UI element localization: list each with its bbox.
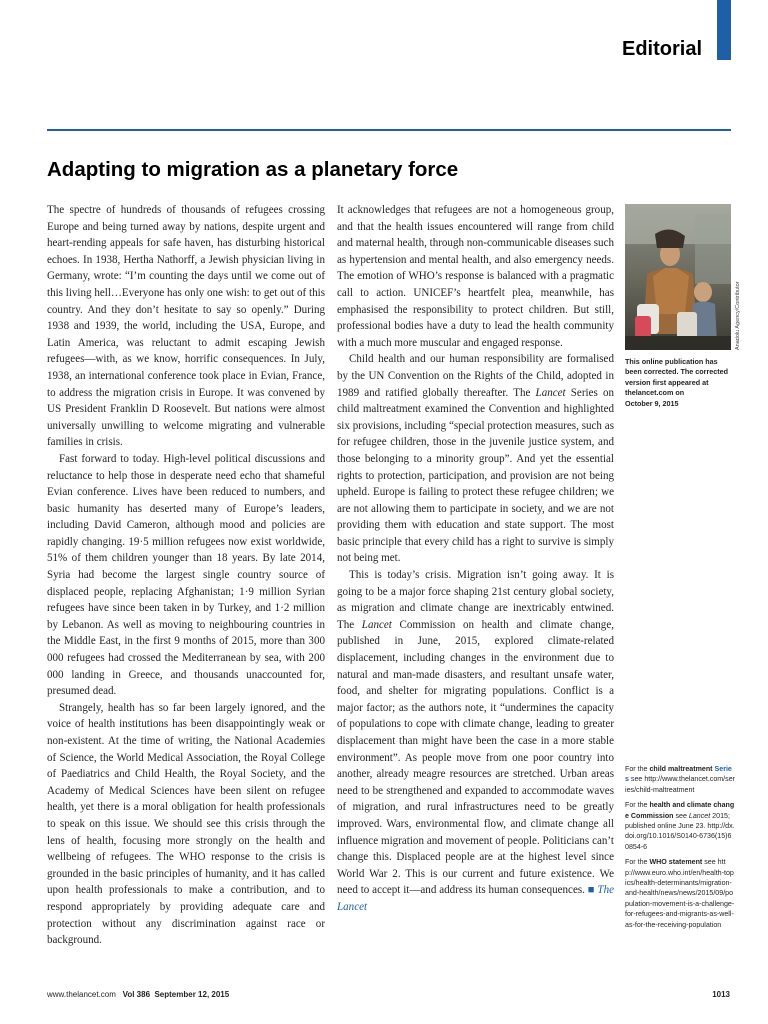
footer-citation: www.thelancet.com Vol 386 September 12, 2015 xyxy=(47,990,230,999)
section-label: Editorial xyxy=(621,38,702,60)
photo-illustration xyxy=(625,204,731,350)
sidenotes xyxy=(625,764,735,935)
sidenote-link[interactable]: Series xyxy=(625,765,732,784)
photo-credit: Anadolu Agency/Contributor xyxy=(735,281,741,350)
paragraph: It acknowledges that refugees are not a homogeneous group, and that the health issues encountered will range from child and maternal health, through non-communicable diseases such as hypertension and mental health, and also emergency needs. The emotion of WHO’s response is balanced with a pragmatic call to action. UNICEF’s heartfelt plea, meanwhile, has emphasised the responsibility to protect children. But still, professional bodies have a duty to lead the health community with a much more muscular and engaged response. xyxy=(337,204,615,349)
article-title: Adapting to migration as a planetary force xyxy=(47,158,459,181)
page-number: 1013 xyxy=(712,990,730,999)
paragraph: Fast forward to today. High-level political discussions and reluctance to help those in desperate need echo that shameful Evian conference. Lives have been reduced to numbers, and basic humanity has deserted many of Europe’s leaders, including David Cameron, although mood and policies are rapidly changing. 19·5 million refugees now exist worldwide, 51% of them children younger than 18 years. By late 2014, Syria had become the largest single country source of displaced people, replacing Afghanistan; 1·9 million Syrian refugees have since been taken in by Turkey, and 1·2 million by Lebanon. As well as moving to neighbouring countries in the Middle East, in the first 9 months of 2015, more than 300 000 refugees had crossed the Mediterranean by sea, with 200 000 landing in Greece, and thousands unaccounted for, presumed dead. xyxy=(47,452,325,698)
signoff-square-icon: ■ xyxy=(587,884,595,897)
sidenote-child-maltreatment: For the child maltreatment Series see http://www.thelancet.com/series/child-maltreatment xyxy=(625,765,736,794)
paragraph: This is today’s crisis. Migration isn’t going away. It is going to be a major force shaping 21st century global society, as migration and climate change are inextricably entwined. The Lancet Commission on health and climate change, published in June, 2015, explored climate-related displacement, including changes in the environment due to natural and man-made disasters, and resultant unsafe water, food, and shelter for migrating populations. Conflict is a major factor; as the authors note, it “undermines the capacity of populations to cope with climate change, leading to greater displacement than might have been the case in a more stable environment”. As people move from one poor country into another, already meagre resources are stretched. Urban areas need to be strengthened and expanded to accommodate waves of migration, and rural infrastructures need to be greatly improved. Wars, environmental flow, and climate change all influence migration and movement of people. Politicians can’t change this. Displaced people are at the highest level since World War 2. This is our current and future existence. We need to accept it—and address its human consequences. ■ The Lancet xyxy=(337,569,614,913)
paragraph: Child health and our human responsibility are formalised by the UN Convention on the Rights of the Child, adopted in 1989 and ratified globally thereafter. The Lancet Series on child maltreatment examined the Convention and highlighted six provisions, including “special protection measures, such as for refugee children, those in the juvenile justice system, and those belonging to a minority group”. And yet the essential rights to protection, participation, and provision are not being upheld. Europe is failing to protect these refugee children; we are not allowing them to participate in society, and we are not providing them with education and state support. The most basic principle that every child has a right to survive is simply not being met. xyxy=(337,353,614,565)
header-rule xyxy=(47,129,731,131)
section-tab-bar xyxy=(717,0,731,60)
signoff: The Lancet xyxy=(337,884,614,913)
article-column-2 xyxy=(337,202,614,916)
paragraph: The spectre of hundreds of thousands of refugees crossing Europe and being turned away by nations, despite urgent and heart-rending appeals for safe haven, has disturbing historical echoes. In 1938, Hertha Nathorff, a Jewish physician living in Germany, wrote: “I’m counting the days until we come out of this living hell…Everyone has only one wish: to get out of this country. And they don’t hesitate to say so openly.” During 1938 and 1939, the world, including the USA, Europe, and Latin America, was reluctant to admit escaping Jewish refugees—with, as we know, horrific consequences. In July, 1938, an international conference took place in Evian, France, to address the migration crisis in Europe. It was convened by US President Franklin D Roosevelt. But nations were almost universally unwilling to welcome migrating and vulnerable families in crisis. xyxy=(47,204,325,449)
sidenote-climate-commission: For the health and climate change Commission see Lancet 2015; published online June 23. http://dx.doi.org/10.1016/S0140-6736(15)60854-6 xyxy=(625,801,735,851)
paragraph: Strangely, health has so far been largely ignored, and the voice of health institutions has been disappointingly weak or non-existent. At the time of writing, the National Academies of Science, the World Medical Association, the Royal College of Paediatrics and Child Health, the Royal Society, and the Academy of Medical Sciences have been silent on refugee health, yet there is a moral obligation for health professionals to speak on this issue. We should see this crisis through the lens of health, focusing more strongly on the health and wellbeing of refugees. The WHO response to the crisis is grounded in the basic principles of humanity, and it has called upon health professionals to make a contribution, and to respond appropriately by providing adequate care and protection without any discrimination against race or background. xyxy=(47,701,325,947)
refugee-photo xyxy=(625,204,731,350)
correction-notice: This online publication has been corrected. The corrected version first appeared at thelancet.com on October 9, 2015 xyxy=(625,357,729,408)
sidenote-who-statement: For the WHO statement see http://www.euro.who.int/en/health-topics/health-determinants/migration-and-health/news/news/2015/09/population-movement-is-a-challenge-for-refugees-and-migrants-as-well-as-for-the-receiving-population xyxy=(625,858,735,929)
article-column-1 xyxy=(47,202,325,949)
